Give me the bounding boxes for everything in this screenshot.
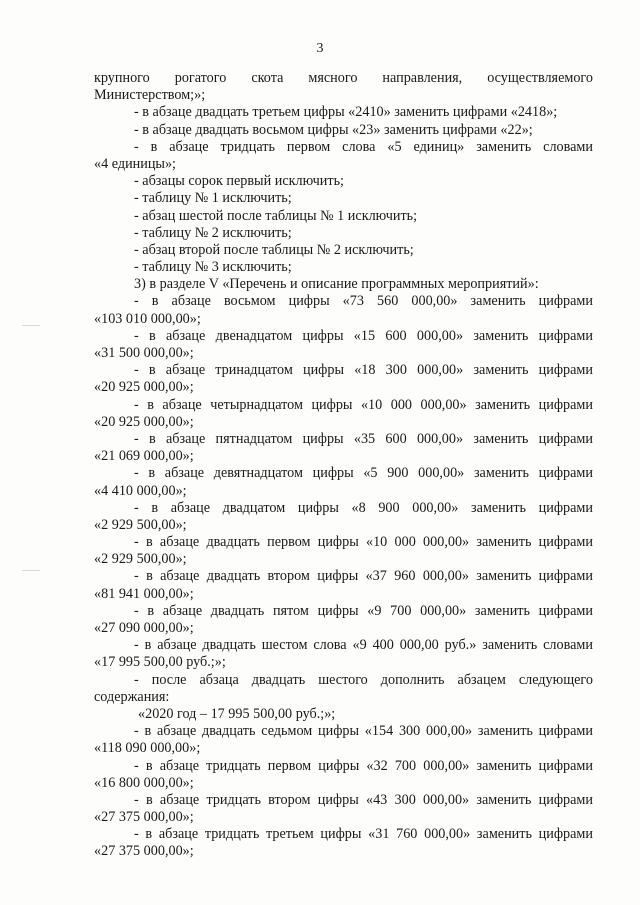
text-line: «31 500 000,00»;: [94, 345, 194, 361]
text-line: - абзац второй после таблицы № 2 исключить;: [134, 241, 414, 258]
text-line: «2 929 500,00»;: [94, 551, 187, 568]
text-line: содержания:: [94, 688, 170, 705]
text-line: - в абзаце тридцать третьем цифры «31 760 000,00» заменить цифрами: [134, 826, 593, 843]
text-line: - таблицу № 3 исключить;: [134, 259, 292, 276]
text-line: «20 925 000,00»;: [94, 413, 194, 430]
text-line: «4 единицы»;: [94, 155, 177, 172]
text-line: «2020 год – 17 995 500,00 руб.;»;: [138, 705, 336, 722]
text-line: «2 929 500,00»;: [94, 516, 187, 533]
text-line: «118 090 000,00»;: [94, 740, 201, 757]
text-line: «81 941 000,00»;: [94, 585, 194, 602]
text-line: - в абзаце восьмом цифры «73 560 000,00» заменить цифрами: [134, 293, 593, 310]
text-line: - в абзаце тринадцатом цифры «18 300 000,00» заменить цифрами: [134, 362, 593, 379]
text-line: «27 375 000,00»;: [94, 843, 194, 860]
text-line: - абзацы сорок первый исключить;: [134, 173, 344, 190]
text-line: - в абзаце пятнадцатом цифры «35 600 000,00» заменить цифрами: [134, 430, 593, 447]
text-line: - в абзаце двадцать седьмом цифры «154 300 000,00» заменить цифрами: [134, 723, 593, 740]
text-line: «20 925 000,00»;: [94, 379, 194, 396]
text-line: - в абзаце двадцать шестом слова «9 400 000,00 руб.» заменить словами: [134, 637, 593, 654]
text-line: - в абзаце двадцатом цифры «8 900 000,00» заменить цифрами: [134, 499, 593, 516]
text-line: - в абзаце девятнадцатом цифры «5 900 000,00» заменить цифрами: [134, 465, 593, 482]
text-line: - после абзаца двадцать шестого дополнить абзацем следующего: [134, 671, 593, 688]
text-line: - в абзаце тридцать первом слова «5 единиц» заменить словами: [134, 138, 593, 155]
section-heading-line: 3) в разделе V «Перечень и описание программных мероприятий»:: [134, 276, 539, 293]
margin-mark: [22, 325, 40, 326]
text-line: - таблицу № 2 исключить;: [134, 224, 292, 241]
text-line: - в абзаце двадцать третьем цифры «2410» заменить цифрами «2418»;: [134, 104, 558, 121]
text-line: «103 010 000,00»;: [94, 310, 201, 327]
text-line: «27 090 000,00»;: [94, 620, 194, 636]
text-line: - в абзаце тридцать первом цифры «32 700 000,00» заменить цифрами: [134, 757, 593, 774]
text-line: «27 375 000,00»;: [94, 809, 194, 826]
text-line: крупного рогатого скота мясного направления, осуществляемого: [94, 70, 593, 86]
text-line: - в абзаце тридцать втором цифры «43 300 000,00» заменить цифрами: [134, 791, 593, 808]
text-line: - в абзаце двадцать восьмом цифры «23» заменить цифрами «22»;: [134, 121, 533, 138]
text-line: «4 410 000,00»;: [94, 482, 187, 499]
margin-mark: [22, 570, 40, 571]
text-line: Министерством;»;: [94, 87, 206, 104]
document-body: [94, 70, 593, 861]
text-line: - в абзаце двенадцатом цифры «15 600 000,00» заменить цифрами: [134, 327, 593, 344]
text-line: - абзац шестой после таблицы № 1 исключить;: [134, 207, 418, 224]
text-line: - в абзаце двадцать первом цифры «10 000 000,00» заменить цифрами: [134, 534, 593, 551]
text-line: «17 995 500,00 руб.;»;: [94, 654, 226, 671]
text-line: «16 800 000,00»;: [94, 774, 194, 791]
text-line: - в абзаце четырнадцатом цифры «10 000 000,00» заменить цифрами: [134, 396, 593, 413]
text-line: - в абзаце двадцать пятом цифры «9 700 000,00» заменить цифрами: [134, 602, 593, 619]
text-line: «21 069 000,00»;: [94, 448, 194, 465]
text-line: - таблицу № 1 исключить;: [134, 190, 292, 207]
text-line: - в абзаце двадцать втором цифры «37 960 000,00» заменить цифрами: [134, 568, 593, 585]
page-number: 3: [316, 41, 324, 56]
